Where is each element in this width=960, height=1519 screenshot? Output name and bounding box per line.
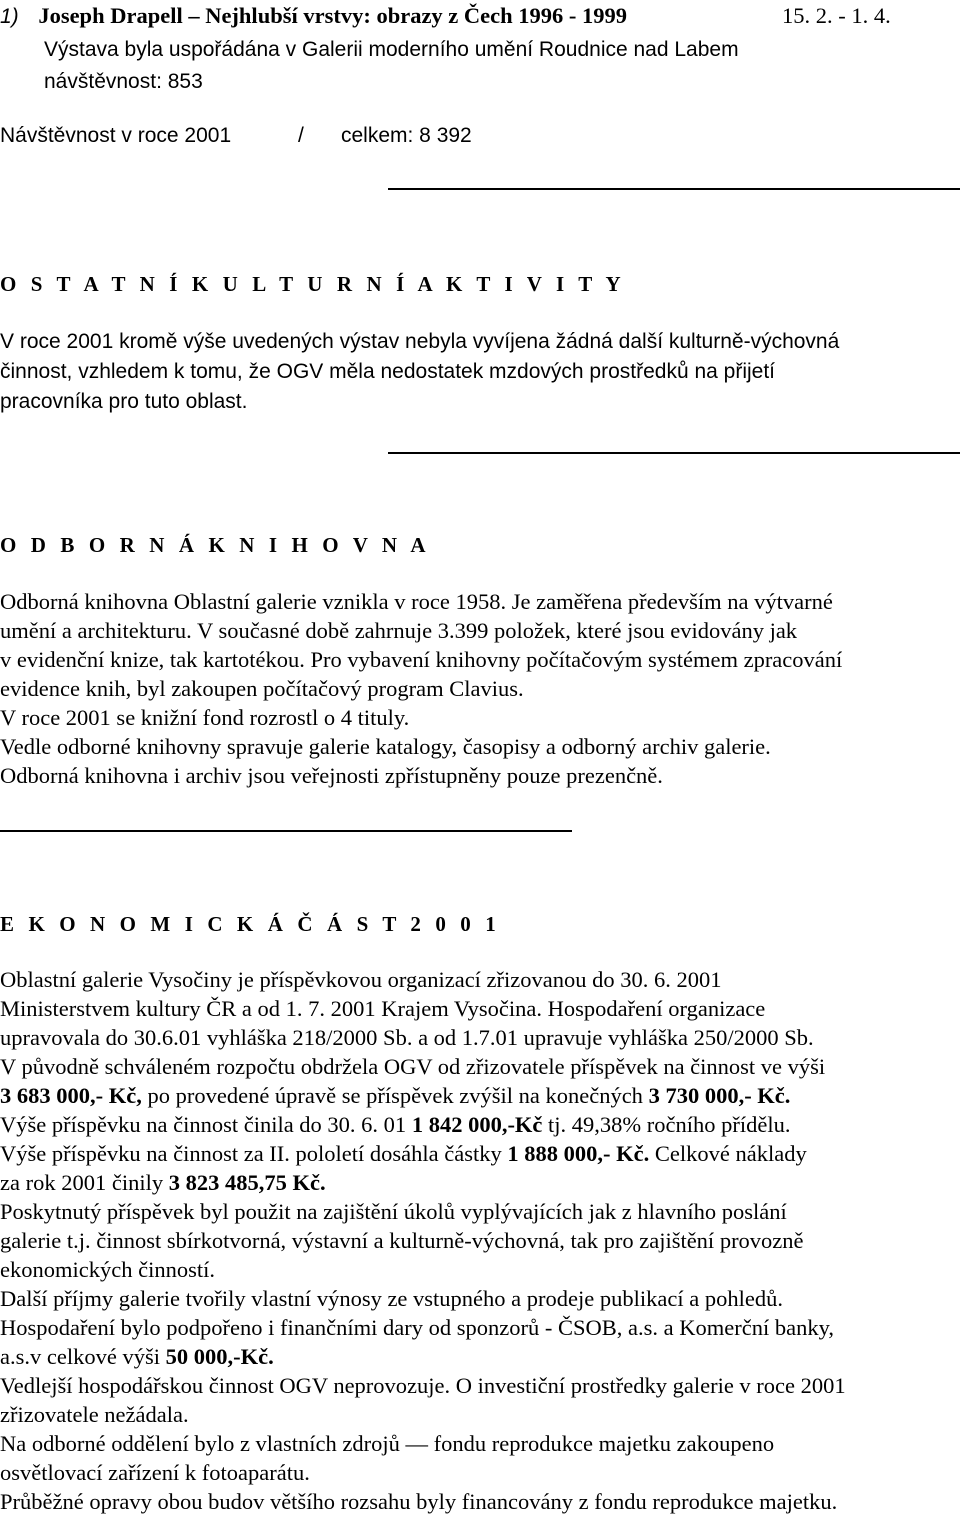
amount-sponsors: 50 000,-Kč. [165, 1344, 274, 1369]
exhibition-number: 1) [0, 5, 19, 28]
attendance-total-value: celkem: 8 392 [341, 124, 472, 147]
amount-second-half: 1 888 000,- Kč. [507, 1141, 650, 1166]
economy-text-line: Ministerstvem kultury ČR a od 1. 7. 2001 Krajem Vysočina. Hospodaření organizace [0, 996, 766, 1021]
library-heading: O D B O R N Á K N I H O V N A [0, 533, 431, 557]
cultural-text-line: pracovníka pro tuto oblast. [0, 390, 248, 413]
library-text-line: Vedle odborné knihovny spravuje galerie katalogy, časopisy a odborný archiv galerie. [0, 734, 771, 759]
exhibition-attendance: návštěvnost: 853 [44, 70, 203, 93]
amount-first-half: 1 842 000,-Kč [411, 1112, 543, 1137]
economy-text-line: za rok 2001 činily 3 823 485,75 Kč. [0, 1170, 326, 1195]
economy-text-line: upravovala do 30.6.01 vyhláška 218/2000 Sb. a od 1.7.01 upravuje vyhláška 250/2000 Sb. [0, 1025, 814, 1050]
economy-text-line: 3 683 000,- Kč, po provedené úpravě se příspěvek zvýšil na konečných 3 730 000,- Kč. [0, 1083, 791, 1108]
amount-approved: 3 683 000,- Kč, [0, 1083, 142, 1108]
library-text-line: Odborná knihovna i archiv jsou veřejnosti zpřístupněny pouze prezenčně. [0, 763, 663, 788]
economy-text-line: Výše příspěvku na činnost činila do 30. 6. 01 1 842 000,-Kč tj. 49,38% ročního přídělu. [0, 1112, 791, 1137]
exhibition-venue: Výstava byla uspořádána v Galerii moderního umění Roudnice nad Labem [44, 38, 739, 61]
attendance-total-label: Návštěvnost v roce 2001 [0, 124, 232, 147]
library-text-line: V roce 2001 se knižní fond rozrostl o 4 tituly. [0, 705, 410, 730]
economy-text-line: galerie t.j. činnost sbírkotvorná, výstavní a kulturně-výchovná, tak pro zajištění provozně [0, 1228, 804, 1253]
cultural-text-line: V roce 2001 kromě výše uvedených výstav nebyla vyvíjena žádná další kulturně-výchovná [0, 330, 840, 353]
economy-text-line: zřizovatele nežádala. [0, 1402, 189, 1427]
section-divider [388, 188, 960, 190]
section-divider [388, 452, 960, 454]
economy-text-line: V původně schváleném rozpočtu obdržela OGV od zřizovatele příspěvek na činnost ve výši [0, 1054, 826, 1079]
library-text-line: Odborná knihovna Oblastní galerie vznikla v roce 1958. Je zaměřena především na výtvarné [0, 589, 833, 614]
economy-text-line: Další příjmy galerie tvořily vlastní výnosy ze vstupného a prodeje publikací a pohledů. [0, 1286, 783, 1311]
economy-text-line: Oblastní galerie Vysočiny je příspěvkovou organizací zřizovanou do 30. 6. 2001 [0, 967, 722, 992]
economy-text-line: a.s.v celkové výši 50 000,-Kč. [0, 1344, 274, 1369]
economy-text-line: Výše příspěvku na činnost za II. pololetí dosáhla částky 1 888 000,- Kč. Celkové náklady [0, 1141, 807, 1166]
economy-text-line: Hospodaření bylo podpořeno i finančními dary od sponzorů - ČSOB, a.s. a Komerční banky, [0, 1315, 835, 1340]
exhibition-title: Joseph Drapell – Nejhlubší vrstvy: obrazy z Čech 1996 - 1999 [38, 3, 628, 28]
library-text-line: umění a architekturu. V současné době zahrnuje 3.399 položek, které jsou evidovány jak [0, 618, 798, 643]
exhibition-dates: 15. 2. - 1. 4. [782, 3, 891, 28]
library-text-line: v evidenční knize, tak kartotékou. Pro vybavení knihovny počítačovým systémem zpracování [0, 647, 843, 672]
exhibition-title-line [0, 2, 627, 31]
amount-final: 3 730 000,- Kč. [648, 1083, 791, 1108]
economy-text-line: ekonomických činností. [0, 1257, 215, 1282]
economy-text-line: Vedlejší hospodářskou činnost OGV neprovozuje. O investiční prostředky galerie v roce 2001 [0, 1373, 846, 1398]
amount-total-costs: 3 823 485,75 Kč. [168, 1170, 326, 1195]
section-divider [0, 830, 572, 832]
cultural-heading: O S T A T N Í K U L T U R N Í A K T I V I T Y [0, 272, 626, 296]
attendance-separator: / [298, 124, 304, 147]
economy-text-line: Průběžné opravy obou budov většího rozsahu byly financovány z fondu reprodukce majetku. [0, 1489, 838, 1514]
library-text-line: evidence knih, byl zakoupen počítačový program Clavius. [0, 676, 524, 701]
economy-text-line: osvětlovací zařízení k fotoaparátu. [0, 1460, 310, 1485]
cultural-text-line: činnost, vzhledem k tomu, že OGV měla nedostatek mzdových prostředků na přijetí [0, 360, 776, 383]
economy-heading: E K O N O M I C K Á Č Á S T 2 0 0 1 [0, 912, 501, 936]
economy-text-line: Na odborné oddělení bylo z vlastních zdrojů — fondu reprodukce majetku zakoupeno [0, 1431, 775, 1456]
economy-text-line: Poskytnutý příspěvek byl použit na zajištění úkolů vyplývajících jak z hlavního poslání [0, 1199, 787, 1224]
